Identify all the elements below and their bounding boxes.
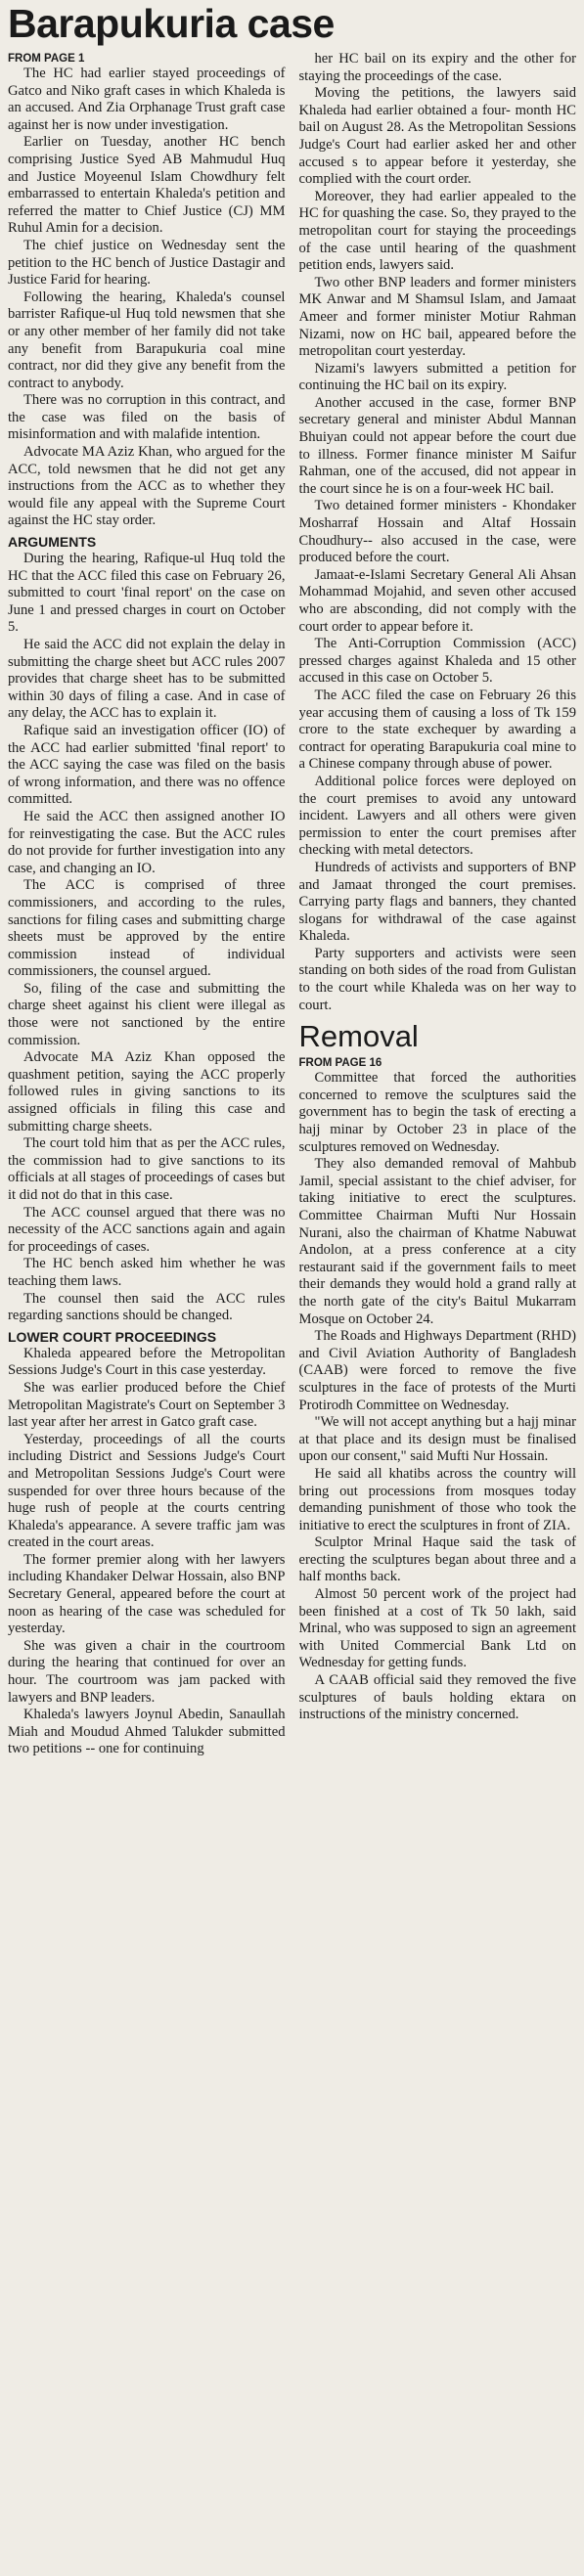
paragraph: Hundreds of activists and supporters of BNP and Jamaat thronged the court premises. Carrying party flags and banners, they chanted slogans for withdrawal of the case against Khaleda. (298, 859, 576, 945)
paragraph-group (299, 51, 577, 1014)
paragraph: The HC had earlier stayed proceedings of Gatco and Niko graft cases in which Khaleda is an accused. And Zia Orphanage Trust graft case against her is now under investigation. (8, 66, 286, 133)
paragraph: The court told him that as per the ACC rules, the commission had to give sanctions to its officials at all stages of proceedings of cases but it did not do that in this case. (8, 1135, 286, 1203)
paragraph: Sculptor Mrinal Haque said the task of erecting the sculptures began about three and a half months back. (298, 1534, 576, 1585)
paragraph: Khaleda's lawyers Joynul Abedin, Sanaullah Miah and Moudud Ahmed Talukder submitted two petitions -- one for continuing (8, 1707, 286, 1757)
paragraph: They also demanded removal of Mahbub Jamil, special assistant to the chief adviser, for taking initiative to erect the sculptures. Committee Chairman Mufti Nur Hossain Nurani, also the chairman of Khatme Nabuwat Andolon, at a press conference at a city restaurant said if the government fails to meet their demands they would hold a grand rally at the north gate of the city's Baitul Mukarram Mosque on October 24. (298, 1156, 576, 1327)
article-columns (8, 51, 576, 2572)
paragraph: Following the hearing, Khaleda's counsel barrister Rafique-ul Huq told newsmen that she or any other member of her family did not take any benefit from Barapukuria coal mine contract, nor did they give any benefit from the contract to anybody. (8, 289, 286, 391)
paragraph: Advocate MA Aziz Khan opposed the quashment petition, saying the ACC properly followed rules in giving sanctions to its assigned officials in filing this case and submitting charge sheets. (8, 1049, 286, 1134)
paragraph: Almost 50 percent work of the project had been finished at a cost of Tk 50 lakh, said Mrinal, who was supposed to sign an agreement with United Commercial Bank Ltd on Wednesday for getting funds. (298, 1586, 576, 1671)
paragraph: The ACC counsel argued that there was no necessity of the ACC sanctions again and again for proceedings of cases. (8, 1204, 286, 1255)
paragraph: Moreover, they had earlier appealed to the HC for quashing the case. So, they prayed to the metropolitan court for staying the proceedings of the case until hearing of the quashment petition ends, lawyers said. (298, 188, 576, 274)
paragraph: Two detained former ministers - Khondaker Mosharraf Hossain and Altaf Hossain Choudhury-- also accused in the case, were produced before the court. (298, 498, 576, 566)
paragraph-group (8, 66, 286, 530)
paragraph: Additional police forces were deployed on the court premises to avoid any untoward incident. Lawyers and all others were given permission to enter the court premises after checking with metal detectors. (298, 773, 576, 859)
paragraph: her HC bail on its expiry and the other for staying the proceedings of the case. (298, 51, 576, 84)
paragraph: Committee that forced the authorities concerned to remove the sculptures said the government has to begin the task of erecting a hajj minar by October 23 in place of the sculptures removed on Wednesday. (298, 1070, 576, 1155)
subhead-lower-court: LOWER COURT PROCEEDINGS (8, 1328, 217, 1345)
column-left (8, 51, 286, 2572)
paragraph: He said the ACC did not explain the delay in submitting the charge sheet but ACC rules 2007 provides that charge sheet has to be submitted within 30 days of filing a case. And in case of any delay, the ACC has to explain it. (8, 637, 286, 722)
paragraph-group (8, 1346, 286, 1758)
paragraph: The counsel then said the ACC rules regarding sanctions should be changed. (8, 1290, 286, 1324)
paragraph: The HC bench asked him whether he was teaching them laws. (8, 1256, 286, 1289)
paragraph: Rafique said an investigation officer (IO) of the ACC had earlier submitted 'final report' to the ACC saying the case was filed on the basis of wrong information, and there was no offence committed. (8, 722, 286, 808)
jump-line: FROM PAGE 16 (298, 1057, 382, 1070)
column-right (299, 51, 577, 2572)
paragraph: During the hearing, Rafique-ul Huq told the HC that the ACC filed this case on February 26, submitted to court 'final report' on the case on June 1 and pressed charges in court on October 5. (8, 551, 286, 636)
paragraph: Advocate MA Aziz Khan, who argued for the ACC, told newsmen that he did not get any instructions from the ACC as to whether they would file any appeal with the Supreme Court against the HC stay order. (8, 444, 286, 529)
paragraph: A CAAB official said they removed the five sculptures of bauls holding ektara on instructions of the ministry concerned. (298, 1672, 576, 1723)
paragraph: Earlier on Tuesday, another HC bench comprising Justice Syed AB Mahmudul Huq and Justice Moyeenul Islam Chowdhury felt embarrassed to entertain Khaleda's petition and referred the matter to Chief Justice (CJ) MM Ruhul Amin for a decision. (8, 134, 286, 237)
paragraph: The former premier along with her lawyers including Khandaker Delwar Hossain, also BNP Secretary General, appeared before the court at noon as hearing of the case was scheduled for yesterday. (8, 1551, 286, 1637)
paragraph: Moving the petitions, the lawyers said Khaleda had earlier obtained a four- month HC bail on August 28. As the Metropolitan Sessions Judge's Court had earlier asked her and other accused s to appear before it yesterday, she complied with the court order. (298, 85, 576, 188)
paragraph: The Roads and Highways Department (RHD) and Civil Aviation Authority of Bangladesh (CAAB) were forced to remove the five sculptures in the face of protests of the Murti Protirodh Committee on Wednesday. (298, 1328, 576, 1413)
paragraph: The ACC is comprised of three commissioners, and according to the rules, sanctions for filing cases and submitting charge sheets must be approved by the entire commission instead of individual commissioners, the counsel argued. (8, 877, 286, 980)
paragraph: He said the ACC then assigned another IO for reinvestigating the case. But the ACC rules do not provide for further investigation into any case, and changing an IO. (8, 808, 286, 876)
paragraph-group (299, 1070, 577, 1724)
paragraph-group (8, 551, 286, 1325)
section-headline-removal: Removal (298, 1019, 419, 1054)
paragraph: So, filing of the case and submitting the charge sheet against his client were illegal as those were not sanctioned by the entire commission. (8, 980, 286, 1048)
paragraph: "We will not accept anything but a hajj minar at that place and its design must be finalised upon our consent," said Mufti Nur Hossain. (298, 1414, 576, 1465)
paragraph: The Anti-Corruption Commission (ACC) pressed charges against Khaleda and 15 other accused in this case on October 5. (298, 636, 576, 687)
paragraph: Nizami's lawyers submitted a petition for continuing the HC bail on its expiry. (298, 360, 576, 394)
paragraph: Yesterday, proceedings of all the courts including District and Sessions Judge's Court and Metropolitan Sessions Judge's Court were suspended for over three hours because of the huge rush of people at the courts centring Khaleda's appearance. A severe traffic jam was created in the court areas. (8, 1431, 286, 1551)
paragraph: The chief justice on Wednesday sent the petition to the HC bench of Justice Dastagir and Justice Farid for hearing. (8, 237, 286, 289)
paragraph: She was given a chair in the courtroom during the hearing that continued for over an hour. The courtroom was jam packed with lawyers and BNP leaders. (8, 1637, 286, 1706)
paragraph: There was no corruption in this contract, and the case was filed on the basis of misinformation and with malafide intention. (8, 392, 286, 443)
paragraph: The ACC filed the case on February 26 this year accusing them of causing a loss of Tk 159 crore to the state exchequer by awarding a contract for operating Barapukuria coal mine to a Chinese company through abuse of power. (298, 687, 576, 773)
paragraph: He said all khatibs across the country will bring out processions from mosques today demanding punishment of those who took the initiative to erect the sculptures in front of ZIA. (298, 1465, 576, 1533)
paragraph: She was earlier produced before the Chief Metropolitan Magistrate's Court on September 3 last year after her arrest in Gatco graft case. (8, 1379, 286, 1431)
subhead-arguments: ARGUMENTS (8, 534, 97, 551)
paragraph: Two other BNP leaders and former ministers MK Anwar and M Shamsul Islam, and Jamaat Ameer and former minister Motiur Rahman Nizami, now on HC bail, appeared before the metropolitan court yesterday. (298, 274, 576, 360)
paragraph: Another accused in the case, former BNP secretary general and minister Abdul Mannan Bhuiyan could not appear before the court due to illness. Former finance minister M Saifur Rahman, one of the accused, did not appear in the court since he is on a four-week HC bail. (298, 394, 576, 497)
paragraph: Khaleda appeared before the Metropolitan Sessions Judge's Court in this case yesterday. (8, 1345, 286, 1379)
paragraph: Jamaat-e-Islami Secretary General Ali Ahsan Mohammad Mojahid, and seven other accused who are absconding, did not comply with the court order to appear before it. (298, 566, 576, 635)
newspaper-page (0, 2, 584, 2576)
paragraph: Party supporters and activists were seen standing on both sides of the road from Gulistan to the court while Khaleda was on her way to court. (298, 945, 576, 1013)
jump-line: FROM PAGE 1 (8, 53, 85, 65)
headline: Barapukuria case (8, 1, 335, 46)
